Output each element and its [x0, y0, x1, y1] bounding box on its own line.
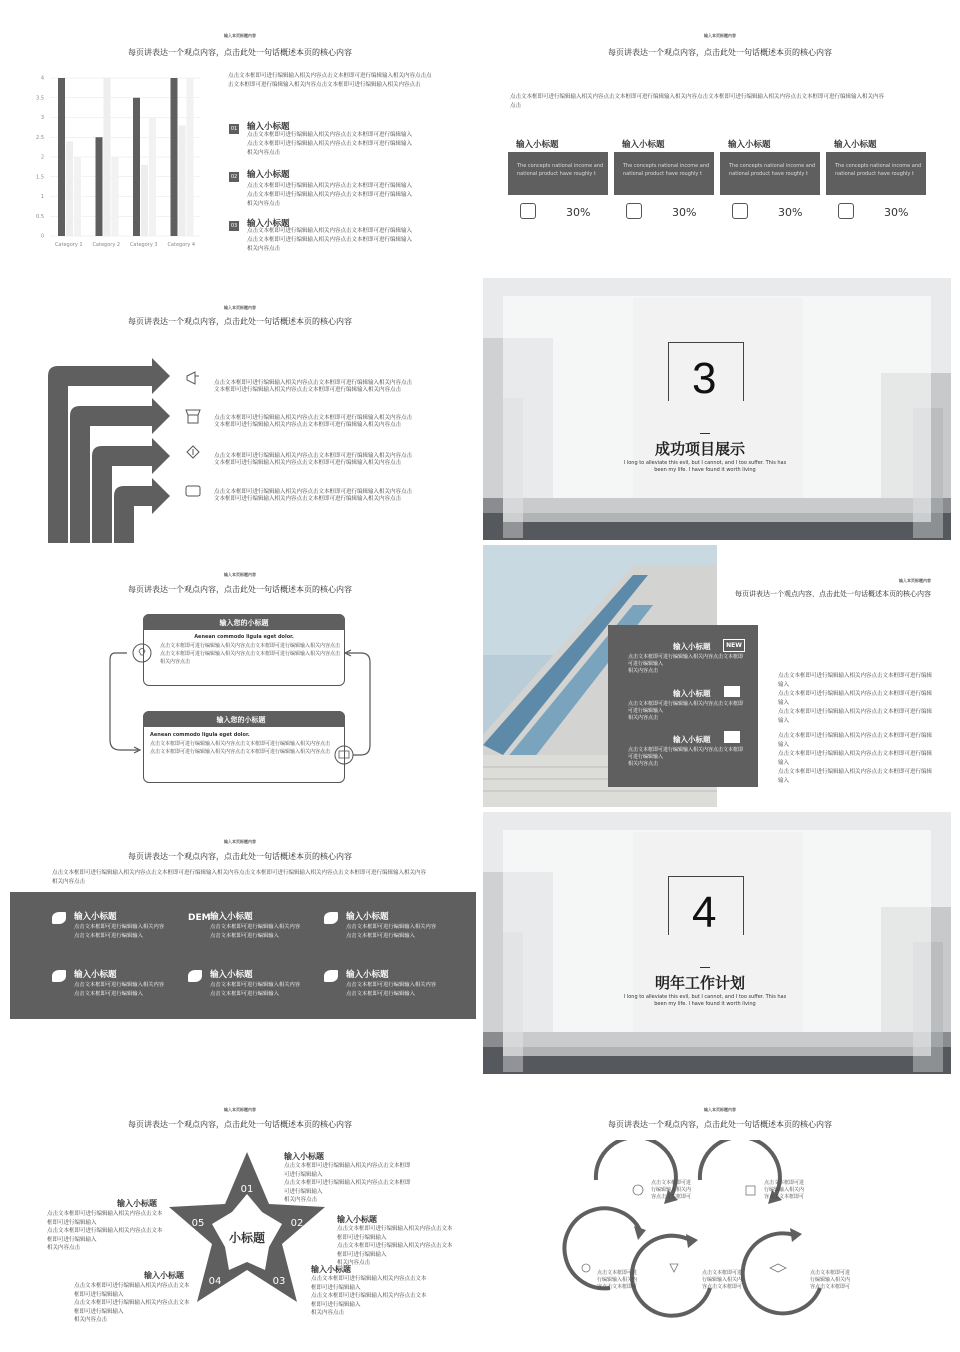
- right-text: 点击文本框即可进行编辑输入相关内容点击文本框即可进行编辑输入: [778, 691, 933, 706]
- panel-heading: 输入小标题: [673, 735, 711, 744]
- star-heading: 输入小标题: [337, 1215, 377, 1224]
- star-title: 小标题: [228, 1231, 266, 1245]
- gear-icon: [582, 1264, 590, 1272]
- slide-chart: [0, 0, 480, 268]
- book-icon: [746, 1186, 755, 1195]
- arrow-icons: [184, 370, 202, 500]
- section-quote: I long to alleviate this evil, but I cannot, and I too suffer. This has: [623, 460, 787, 466]
- cart-icon: [732, 203, 748, 219]
- ring-text: 行编辑输入相关内: [597, 1277, 638, 1283]
- right-text: 点击文本框即可进行编辑输入相关内容点击文本框即可进行编辑输入: [778, 751, 933, 766]
- card-text: The concepts national income and: [729, 163, 816, 169]
- y-tick-label: 4: [40, 75, 44, 82]
- right-text: 点击文本框即可进行编辑输入相关内容点击文本框即可进行编辑输入: [778, 673, 933, 688]
- item-text: 点击文本框即可进行编辑输入相关内容点击文本框即可进行编辑输入: [247, 228, 413, 234]
- x-tick-label: Category 3: [129, 242, 158, 248]
- panel-heading: 输入小标题: [673, 642, 711, 651]
- item-heading: 输入小标题: [247, 219, 290, 229]
- grid-heading: 输入小标题: [210, 912, 253, 922]
- y-tick-label: 0: [40, 233, 44, 240]
- section-quote: been my life. I have found it worth living: [654, 1001, 756, 1007]
- item-number: 01: [230, 126, 238, 132]
- loop-box-latin: Aenean commodo ligula eget dolor.: [150, 732, 250, 738]
- grid-heading: 输入小标题: [210, 970, 253, 980]
- grid-heading: 输入小标题: [74, 912, 117, 922]
- star-text: 点击文本框即可进行编辑输入相关内容点击文本框即可进行编辑输入: [311, 1293, 427, 1308]
- panel-text: 点击文本框即可进行编辑输入相关内容点击文本框即可进行编辑输入: [628, 654, 744, 667]
- panel-text: 相关内容点击: [628, 761, 659, 767]
- panel-text: 点击文本框即可进行编辑输入相关内容点击文本框即可进行编辑输入: [628, 701, 744, 714]
- card-icon: [724, 686, 740, 697]
- ring-text: 容点击文本框即可: [810, 1284, 851, 1290]
- star-text: 相关内容点击: [284, 1197, 318, 1203]
- pen-icon: [520, 203, 536, 219]
- card-heading: 输入小标题: [516, 140, 559, 150]
- slide-section-4: [483, 812, 951, 1074]
- slide-headline: 每页讲表达一个观点内容，点击此处一句话概述本页的核心内容: [128, 852, 352, 861]
- panel-heading: 输入小标题: [673, 689, 711, 698]
- slide-loop: [0, 545, 480, 813]
- star-heading: 输入小标题: [284, 1152, 324, 1161]
- y-tick-label: 2: [40, 154, 44, 161]
- card-percent: 30%: [566, 206, 591, 219]
- grid-heading: 输入小标题: [346, 912, 389, 922]
- bar: [133, 98, 140, 236]
- intro-line: 相关内容点击: [52, 879, 86, 885]
- ring-text: 容点击文本框即可: [702, 1284, 743, 1290]
- card-text: national product have roughly t: [729, 171, 808, 177]
- dem-icon: DEM: [188, 913, 211, 923]
- loop-text: 点击文本框即可进行编辑输入相关内容点击文本框即可进行编辑输入相关内容点击: [150, 741, 331, 747]
- leaf-icon: [324, 912, 338, 924]
- arrow-text: 文本框即可进行编辑输入相关内容点击文本框即可进行编辑输入相关内容点击: [214, 422, 402, 428]
- star-text: 点击文本框即可进行编辑输入相关内容点击文本框即可进行编辑输入: [311, 1276, 427, 1291]
- target-icon: [633, 1185, 643, 1195]
- card-heading: 输入小标题: [728, 140, 771, 150]
- bar: [179, 125, 186, 236]
- grid-text: 点击文本框即可进行编辑输入相关内容点击文本框即可进行编辑输入: [74, 924, 165, 939]
- item-text: 点击文本框即可进行编辑输入相关内容点击文本框即可进行编辑输入: [247, 183, 413, 189]
- x-tick-label: Category 4: [167, 242, 196, 248]
- item-text: 点击文本框即可进行编辑输入相关内容点击文本框即可进行编辑输入: [247, 237, 413, 243]
- slide-label: 输入本页标题内容: [224, 33, 256, 38]
- loop-box-title: 输入您的小标题: [216, 716, 266, 724]
- card-text: The concepts national income and: [835, 163, 922, 169]
- arrow-text: 点击文本框即可进行编辑输入相关内容点击文本框即可进行编辑输入相关内容点击: [214, 489, 413, 495]
- slide-label: 输入本页标题内容: [224, 1107, 256, 1112]
- slide-rings: [480, 1080, 960, 1352]
- chart-icon: [670, 1264, 678, 1272]
- right-text: 点击文本框即可进行编辑输入相关内容点击文本框即可进行编辑输入: [778, 733, 933, 748]
- bar-chart: [30, 70, 205, 255]
- slide-photo-panel: [483, 545, 951, 807]
- new-icon: NEW: [723, 639, 745, 652]
- stair-arrows: [40, 358, 180, 543]
- slide-grid: [0, 812, 480, 1080]
- ring-text: 容点击文本框即可: [764, 1194, 805, 1200]
- section-quote: been my life. I have found it worth living: [654, 467, 756, 473]
- loop-box-latin: Aenean commodo ligula eget dolor.: [194, 634, 294, 640]
- slide-label: 输入本页标题内容: [224, 305, 256, 310]
- intro-line: 点击: [510, 103, 522, 109]
- grid-text: 点击文本框即可进行编辑输入相关内容点击文本框即可进行编辑输入: [346, 924, 437, 939]
- panel-text: 相关内容点击: [628, 668, 659, 674]
- x-tick-label: Category 1: [54, 242, 83, 248]
- card-text: national product have roughly t: [517, 171, 596, 177]
- megaphone-icon: [187, 372, 199, 384]
- bar: [149, 118, 156, 237]
- ring-arrowhead: [634, 1226, 646, 1240]
- card-text: The concepts national income and: [517, 163, 604, 169]
- ring-text: 行编辑输入相关内: [651, 1187, 692, 1193]
- star-heading: 输入小标题: [144, 1271, 184, 1280]
- white-overlay: [503, 296, 931, 522]
- item-text: 相关内容点击: [247, 246, 281, 252]
- loop-text: 点击文本框即可进行编辑输入相关内容点击文本框即可进行编辑输入相关内容点击: [160, 643, 341, 649]
- ring-text: 点击文本框即可进: [651, 1180, 692, 1186]
- money-icon: [187, 446, 199, 458]
- ring-text: 行编辑输入相关内: [702, 1277, 743, 1283]
- y-tick-label: 3: [40, 115, 44, 121]
- card-percent: 30%: [778, 206, 803, 219]
- wallet-icon: [186, 486, 200, 496]
- bar: [112, 157, 119, 236]
- card-text: national product have roughly t: [835, 171, 914, 177]
- slide-headline: 每页讲表达一个观点内容，点击此处一句话概述本页的核心内容: [735, 590, 931, 598]
- star-text: 点击文本框即可进行编辑输入相关内容点击文本框即可进行编辑输入: [284, 1180, 411, 1195]
- star-text: 点击文本框即可进行编辑输入相关内容点击文本框即可进行编辑输入: [337, 1243, 453, 1258]
- item-text: 相关内容点击: [247, 150, 281, 156]
- intro-line: 点击文本框即可进行编辑输入相关内容点击文本框即可进行编辑输入相关内容点击点: [228, 73, 432, 79]
- item-text: 点击文本框即可进行编辑输入相关内容点击文本框即可进行编辑输入: [247, 141, 413, 147]
- star-text: 点击文本框即可进行编辑输入相关内容点击文本框即可进行编辑输入: [74, 1283, 190, 1298]
- star-text: 点击文本框即可进行编辑输入相关内容点击文本框即可进行编辑输入: [284, 1163, 411, 1178]
- divider: [700, 433, 710, 434]
- bar: [74, 157, 81, 236]
- arrow-text: 点击文本框即可进行编辑输入相关内容点击文本框即可进行编辑输入相关内容点击: [214, 415, 413, 421]
- bar: [66, 141, 73, 236]
- y-tick-label: 0.5: [36, 213, 44, 220]
- star-number: 03: [272, 1276, 286, 1287]
- ring-text: 容点击文本框即可: [597, 1284, 638, 1290]
- ring-text: 点击文本框即可进: [702, 1270, 743, 1276]
- ring-arrowhead: [686, 1234, 698, 1248]
- bar: [141, 165, 148, 236]
- item-heading: 输入小标题: [247, 122, 290, 132]
- item-text: 点击文本框即可进行编辑输入相关内容点击文本框即可进行编辑输入: [247, 192, 413, 198]
- star-text: 点击文本框即可进行编辑输入相关内容点击文本框即可进行编辑输入: [47, 1211, 163, 1226]
- slide-star: [0, 1080, 480, 1352]
- bulb-icon: [324, 970, 338, 982]
- ring-text: 点击文本框即可进: [764, 1180, 805, 1186]
- divider: [700, 967, 710, 968]
- star-number: 05: [191, 1218, 205, 1229]
- x-tick-label: Category 2: [92, 242, 121, 248]
- loop-text: 点击文本框即可进行编辑输入相关内容点击文本框即可进行编辑输入相关内容点击: [150, 749, 331, 755]
- arrow-text: 文本框即可进行编辑输入相关内容点击文本框即可进行编辑输入相关内容点击: [214, 460, 402, 466]
- shield-icon: [52, 912, 66, 924]
- y-tick-label: 3.5: [36, 95, 44, 102]
- ring-text: 行编辑输入相关内: [810, 1277, 851, 1283]
- loop-box-title: 输入您的小标题: [219, 619, 269, 627]
- slide-label: 输入本页标题内容: [899, 578, 931, 583]
- grid-heading: 输入小标题: [74, 970, 117, 980]
- panel-text: 相关内容点击: [628, 715, 659, 721]
- slide-headline: 每页讲表达一个观点内容，点击此处一句话概述本页的核心内容: [128, 317, 352, 326]
- intro-line: 点击文本框即可进行编辑输入相关内容点击文本框即可进行编辑输入相关内容点击文本框即可进行编辑输入相关内容点击文本框即可进行编辑输入相关内容: [52, 870, 427, 876]
- card-percent: 30%: [672, 206, 697, 219]
- y-tick-label: 2.5: [36, 134, 44, 141]
- slide-label: 输入本页标题内容: [224, 572, 256, 577]
- slide-section-3: [483, 278, 951, 540]
- card-percent: 30%: [884, 206, 909, 219]
- arrow-text: 点击文本框即可进行编辑输入相关内容点击文本框即可进行编辑输入相关内容点击: [214, 380, 413, 386]
- star-text: 点击文本框即可进行编辑输入相关内容点击文本框即可进行编辑输入: [337, 1226, 453, 1241]
- bar: [58, 78, 65, 236]
- slide-label: 输入本页标题内容: [704, 1107, 736, 1112]
- star-heading: 输入小标题: [117, 1199, 157, 1208]
- ring-text: 容点击文本框即可: [651, 1194, 692, 1200]
- ring-text: 行编辑输入相关内: [764, 1187, 805, 1193]
- card-text: The concepts national income and: [623, 163, 710, 169]
- white-overlay: [503, 830, 931, 1056]
- panel-text: 点击文本框即可进行编辑输入相关内容点击文本框即可进行编辑输入: [628, 747, 744, 760]
- y-tick-label: 1: [40, 194, 44, 200]
- slide-headline: 每页讲表达一个观点内容，点击此处一句话概述本页的核心内容: [608, 1120, 832, 1129]
- chat-icon: [724, 731, 740, 743]
- card-text: national product have roughly t: [623, 171, 702, 177]
- slide-headline: 每页讲表达一个观点内容，点击此处一句话概述本页的核心内容: [128, 48, 352, 57]
- star-number: 02: [290, 1218, 304, 1229]
- slide-label: 输入本页标题内容: [704, 33, 736, 38]
- layers-icon: [770, 1264, 786, 1272]
- right-text: 点击文本框即可进行编辑输入相关内容点击文本框即可进行编辑输入: [778, 769, 933, 784]
- right-text: 点击文本框即可进行编辑输入相关内容点击文本框即可进行编辑输入: [778, 709, 933, 724]
- hourglass-icon: [52, 970, 66, 982]
- arrow-shape: [114, 478, 170, 543]
- section-title: 明年工作计划: [655, 974, 746, 992]
- star-text: 点击文本框即可进行编辑输入相关内容点击文本框即可进行编辑输入: [74, 1300, 190, 1315]
- card-heading: 输入小标题: [834, 140, 877, 150]
- slide-cards: [480, 0, 960, 268]
- star-text: 相关内容点击: [311, 1310, 345, 1316]
- slide-label: 输入本页标题内容: [224, 839, 256, 844]
- item-number: 02: [230, 174, 238, 180]
- home-icon: [838, 203, 854, 219]
- arrow-text: 文本框即可进行编辑输入相关内容点击文本框即可进行编辑输入相关内容点击: [214, 496, 402, 502]
- star-text: 点击文本框即可进行编辑输入相关内容点击文本框即可进行编辑输入: [47, 1228, 163, 1243]
- document-icon: [188, 970, 202, 982]
- grid-text: 点击文本框即可进行编辑输入相关内容点击文本框即可进行编辑输入: [210, 982, 301, 997]
- item-text: 相关内容点击: [247, 201, 281, 207]
- item-heading: 输入小标题: [247, 170, 290, 180]
- bar: [187, 78, 194, 236]
- item-number: 03: [230, 223, 238, 229]
- bar: [171, 78, 178, 236]
- ring-diagram: [550, 1140, 890, 1350]
- bar: [104, 78, 111, 236]
- loop-text: 点击文本框即可进行编辑输入相关内容点击文本框即可进行编辑输入相关内容点击: [160, 651, 341, 657]
- star-heading: 输入小标题: [311, 1265, 351, 1274]
- intro-line: 点击文本框即可进行编辑输入相关内容点击文本框即可进行编辑输入相关内容点击文本框即可进行编辑输入相关内容点击文本框即可进行编辑输入相关内容: [510, 94, 885, 100]
- arrow-text: 文本框即可进行编辑输入相关内容点击文本框即可进行编辑输入相关内容点击: [214, 387, 402, 393]
- ring-arrowhead: [790, 1228, 802, 1242]
- loop-text: 相关内容点击: [160, 659, 191, 665]
- grid-text: 点击文本框即可进行编辑输入相关内容点击文本框即可进行编辑输入: [346, 982, 437, 997]
- section-number: 3: [692, 354, 717, 403]
- grid-heading: 输入小标题: [346, 970, 389, 980]
- intro-line: 击文本框即可进行编辑输入相关内容点击文本框即可进行编辑输入相关内容点击: [228, 82, 421, 88]
- star-number: 04: [208, 1276, 222, 1287]
- slide-arrows: [0, 278, 480, 546]
- star-number: 01: [240, 1184, 254, 1195]
- card-heading: 输入小标题: [622, 140, 665, 150]
- star-text: 相关内容点击: [47, 1245, 81, 1251]
- ring-text: 点击文本框即可进: [597, 1270, 638, 1276]
- grid-text: 点击文本框即可进行编辑输入相关内容点击文本框即可进行编辑输入: [210, 924, 301, 939]
- bar: [96, 137, 103, 236]
- star-text: 相关内容点击: [337, 1260, 371, 1266]
- section-title: 成功项目展示: [655, 440, 746, 458]
- section-quote: I long to alleviate this evil, but I cannot, and I too suffer. This has: [623, 994, 787, 1000]
- slide-headline: 每页讲表达一个观点内容，点击此处一句话概述本页的核心内容: [128, 1120, 352, 1129]
- star-text: 相关内容点击: [74, 1317, 108, 1323]
- stopwatch-icon: [626, 203, 642, 219]
- slide-headline: 每页讲表达一个观点内容，点击此处一句话概述本页的核心内容: [128, 585, 352, 594]
- shop-icon: [186, 410, 200, 423]
- section-number: 4: [692, 888, 717, 937]
- arrow-text: 点击文本框即可进行编辑输入相关内容点击文本框即可进行编辑输入相关内容点击: [214, 453, 413, 459]
- slide-headline: 每页讲表达一个观点内容，点击此处一句话概述本页的核心内容: [608, 48, 832, 57]
- item-text: 点击文本框即可进行编辑输入相关内容点击文本框即可进行编辑输入: [247, 132, 413, 138]
- y-tick-label: 1.5: [36, 174, 44, 181]
- ring-text: 点击文本框即可进: [810, 1270, 851, 1276]
- grid-text: 点击文本框即可进行编辑输入相关内容点击文本框即可进行编辑输入: [74, 982, 165, 997]
